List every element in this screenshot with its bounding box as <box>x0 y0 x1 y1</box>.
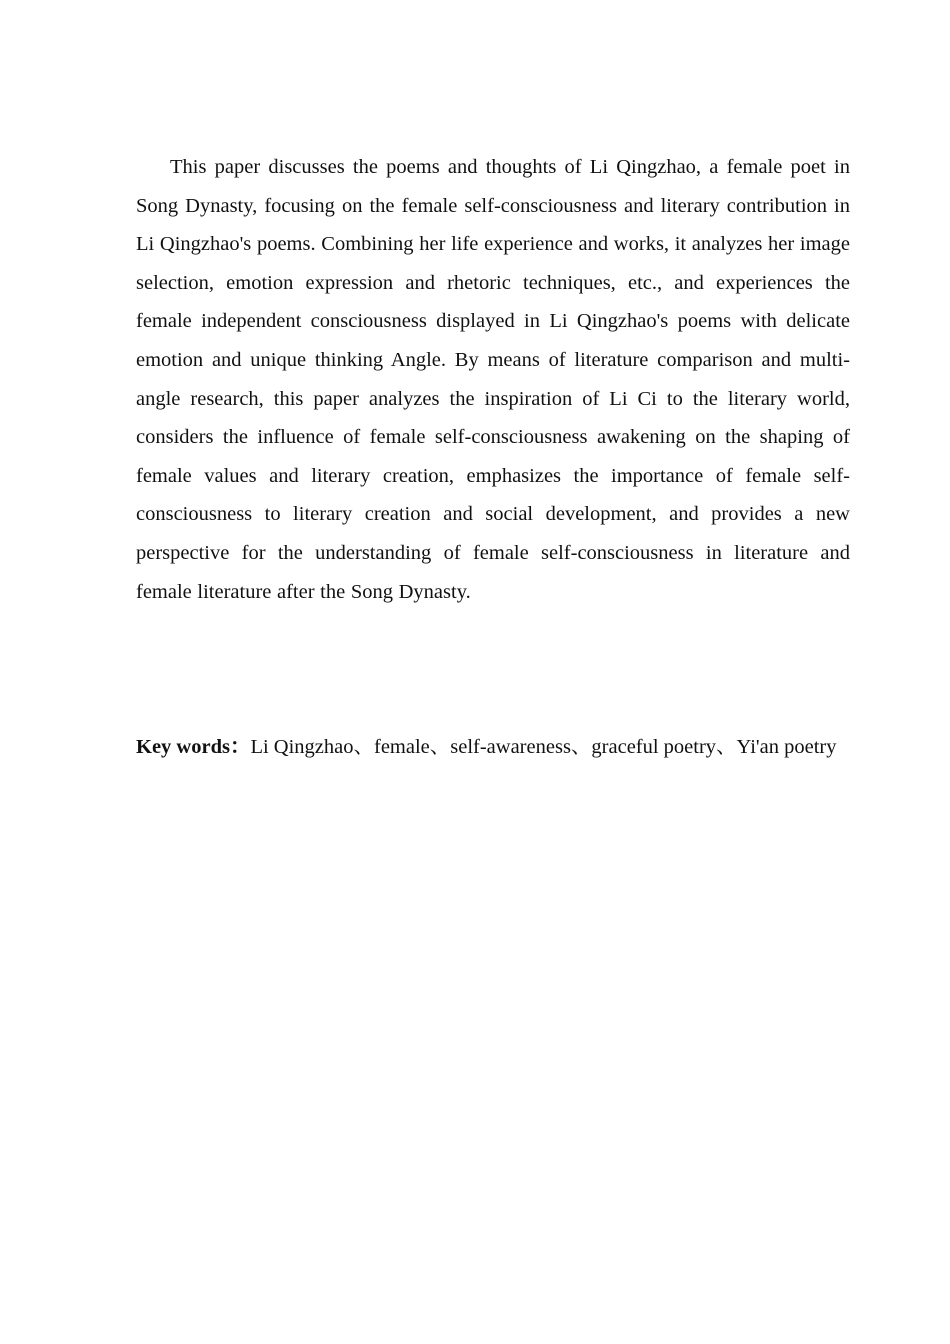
keywords-line <box>136 728 850 767</box>
abstract-paragraph: This paper discusses the poems and thoughts of Li Qingzhao, a female poet in Song Dynasty, focusing on the female self-consciousness and literary contribution in Li Qingzhao's poems. Combining her life experience and works, it analyzes her image selection, emotion expression and rhetoric techniques, etc., and experiences the female independent consciousness displayed in Li Qingzhao's poems with delicate emotion and unique thinking Angle. By means of literature comparison and multi-angle research, this paper analyzes the inspiration of Li Ci to the literary world, considers the influence of female self-consciousness awakening on the shaping of female values and literary creation, emphasizes the importance of female self-consciousness to literary creation and social development, and provides a new perspective for the understanding of female self-consciousness in literature and female literature after the Song Dynasty. <box>136 156 850 603</box>
keywords-label: Key words： <box>136 736 251 758</box>
keywords-list: Li Qingzhao、female、self-awareness、graceful poetry、Yi'an poetry <box>250 736 837 758</box>
